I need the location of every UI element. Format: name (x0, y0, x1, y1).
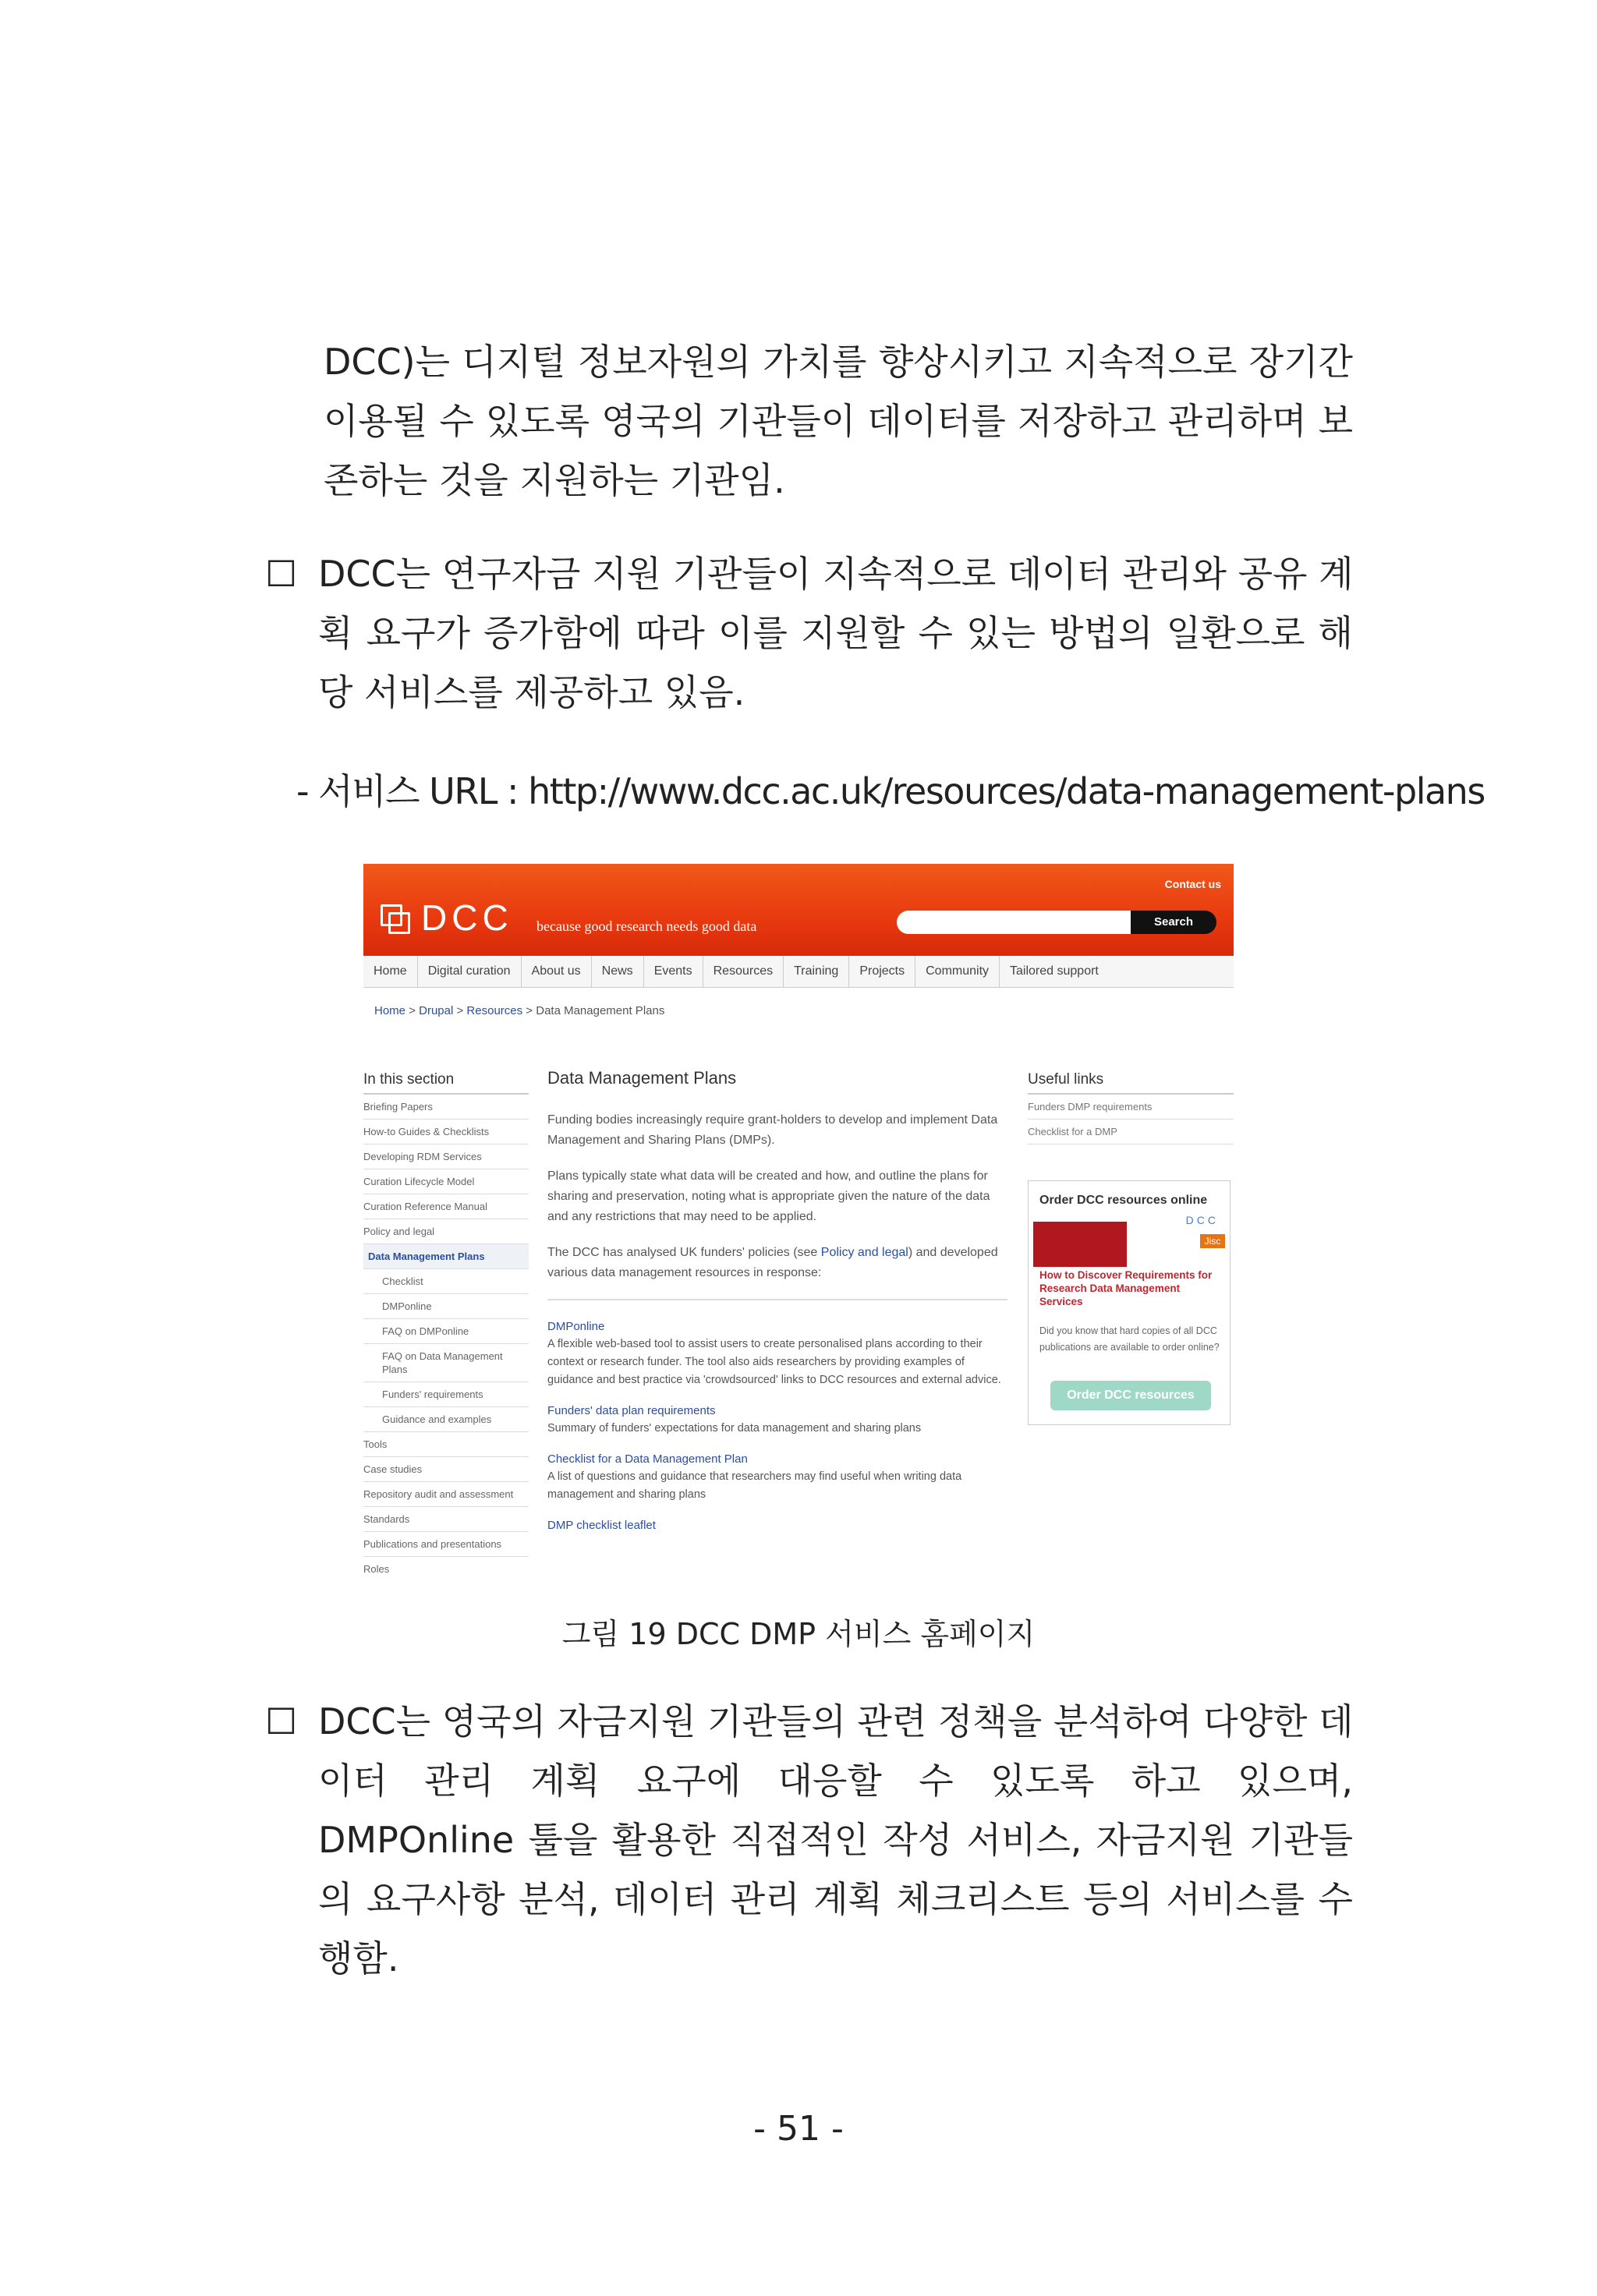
checkbox-bullet: ☐ (265, 553, 298, 595)
dcc-logo-icon (381, 904, 412, 936)
section-nav-item[interactable]: Curation Lifecycle Model (363, 1169, 529, 1194)
section-nav-item[interactable]: Tools (363, 1432, 529, 1457)
dcc-logo-text[interactable]: DCC (421, 897, 513, 938)
text-line: 획 요구가 증가함에 따라 이를 지원할 수 있는 방법의 일환으로 해 (318, 612, 1353, 654)
paragraph-dcc-analysis (318, 1692, 1353, 1988)
paragraph-dcc-intro (324, 332, 1353, 510)
section-nav-subitem[interactable]: FAQ on DMPonline (363, 1319, 529, 1344)
text-line: 이용될 수 있도록 영국의 기관들이 데이터를 저장하고 관리하며 보 (324, 400, 1353, 442)
section-nav-item[interactable]: Briefing Papers (363, 1095, 529, 1120)
nav-tailored-support[interactable]: Tailored support (1010, 964, 1099, 978)
resource-link-checklist[interactable]: Checklist for a Data Management Plan (547, 1452, 748, 1466)
useful-link[interactable]: Funders DMP requirements (1028, 1095, 1234, 1120)
text-line: 존하는 것을 지원하는 기관임. (324, 459, 785, 501)
section-nav-subitem[interactable]: Funders' requirements (363, 1382, 529, 1407)
section-nav-subitem[interactable]: DMPonline (363, 1294, 529, 1319)
breadcrumb-sep: > (526, 1004, 533, 1017)
section-nav-item-active[interactable]: Data Management Plans (363, 1244, 529, 1269)
section-nav-heading: In this section (363, 1068, 529, 1095)
resource-desc: Summary of funders' expectations for data management and sharing plans (547, 1422, 922, 1435)
nav-community[interactable]: Community (915, 956, 1000, 987)
section-nav-subitem[interactable]: Guidance and examples (363, 1407, 529, 1432)
section-nav-item[interactable]: Repository audit and assessment (363, 1482, 529, 1507)
text-line: 행함. (318, 1937, 399, 1979)
section-nav-item[interactable]: Publications and presentations (363, 1532, 529, 1557)
analysis-text: ) and developed various data management resources in response: (547, 1246, 998, 1279)
resource-link-funders[interactable]: Funders' data plan requirements (547, 1404, 716, 1417)
nav-training[interactable]: Training (784, 956, 849, 987)
useful-link[interactable]: Checklist for a DMP (1028, 1120, 1234, 1144)
section-nav-item[interactable]: Developing RDM Services (363, 1144, 529, 1169)
text-line: DCC는 연구자금 지원 기관들이 지속적으로 데이터 관리와 공유 계 (318, 553, 1354, 595)
order-resources-box (1028, 1180, 1231, 1425)
nav-about-us[interactable]: About us (522, 956, 592, 987)
intro-paragraph: Funding bodies increasingly require grant-holders to develop and implement Data Management and Sharing Plans (DMPs). (547, 1113, 998, 1147)
page-number: - 51 - (753, 2109, 844, 2149)
policy-legal-link[interactable]: Policy and legal (820, 1246, 908, 1259)
breadcrumb-drupal[interactable]: Drupal (419, 1004, 454, 1017)
resource-item (547, 1402, 1007, 1438)
dcc-website-screenshot (363, 864, 1234, 1597)
breadcrumb-sep: > (456, 1004, 464, 1017)
site-tagline: because good research needs good data (536, 918, 757, 934)
section-nav-subitem[interactable]: FAQ on Data Management Plans (363, 1344, 529, 1382)
paragraph-dcc-service (318, 544, 1353, 722)
main-content (547, 1068, 1007, 1547)
resource-desc: A list of questions and guidance that researchers may find useful when writing data management and sharing plans (547, 1470, 962, 1501)
jisc-logo: Jisc (1200, 1234, 1225, 1248)
order-box-title: Order DCC resources online (1039, 1194, 1208, 1207)
publication-cover-image (1033, 1222, 1127, 1267)
search-button[interactable]: Search (1131, 911, 1216, 934)
text-line: 당 서비스를 제공하고 있음. (318, 671, 745, 713)
resource-item (547, 1516, 1007, 1534)
figure-caption: 그림 19 DCC DMP 서비스 홈페이지 (561, 1617, 1036, 1651)
text-line: 의 요구사항 분석, 데이터 관리 계획 체크리스트 등의 서비스를 수 (318, 1878, 1353, 1920)
resource-link-dmponline[interactable]: DMPonline (547, 1320, 605, 1333)
text-line: 이터 관리 계획 요구에 대응할 수 있도록 하고 있으며, (318, 1760, 1353, 1802)
section-nav-item[interactable]: Standards (363, 1507, 529, 1532)
search-input[interactable] (897, 911, 1131, 934)
resource-link-leaflet[interactable]: DMP checklist leaflet (547, 1519, 656, 1532)
breadcrumb-current: Data Management Plans (536, 1004, 665, 1017)
nav-resources[interactable]: Resources (703, 956, 784, 987)
section-nav-item[interactable]: Case studies (363, 1457, 529, 1482)
service-url: - 서비스 URL : http://www.dcc.ac.uk/resources/data-management-plans (296, 770, 1485, 812)
section-nav-item[interactable]: Roles (363, 1563, 390, 1575)
text-line: DCC)는 디지털 정보자원의 가치를 향상시키고 지속적으로 장기간 (324, 341, 1353, 383)
text-line: DCC는 영국의 자금지원 기관들의 관련 정책을 분석하여 다양한 데 (318, 1700, 1354, 1742)
nav-home[interactable]: Home (363, 956, 418, 987)
resource-item (547, 1318, 1007, 1389)
checkbox-bullet: ☐ (265, 1700, 298, 1742)
nav-projects[interactable]: Projects (849, 956, 915, 987)
order-resources-button[interactable]: Order DCC resources (1050, 1381, 1211, 1410)
page-title: Data Management Plans (547, 1068, 737, 1088)
plans-paragraph: Plans typically state what data will be created and how, and outline the plans for sharing and preservation, noting what is appropriate given the nature of the data and any restrictions that may need to be applied. (547, 1169, 990, 1223)
resource-desc: A flexible web-based tool to assist users to create personalised plans according to their context or research funder. The tool also aids researchers by providing examples of guidance and best practice via 'crowdsourced' links to DCC resources and external advice. (547, 1338, 1001, 1386)
nav-digital-curation[interactable]: Digital curation (418, 956, 522, 987)
text-line: DMPOnline 툴을 활용한 직접적인 작성 서비스, 자금지원 기관들 (318, 1819, 1353, 1861)
useful-links (1028, 1068, 1234, 1144)
dcc-mark: DCC (1185, 1214, 1219, 1226)
analysis-text: The DCC has analysed UK funders' policies (see (547, 1246, 821, 1259)
publication-title[interactable]: How to Discover Requirements for Research Data Management Services (1039, 1269, 1213, 1307)
breadcrumb-home[interactable]: Home (374, 1004, 406, 1017)
nav-news[interactable]: News (592, 956, 644, 987)
section-nav-subitem[interactable]: Checklist (363, 1269, 529, 1294)
useful-links-heading: Useful links (1028, 1068, 1234, 1095)
main-nav (363, 956, 1234, 988)
section-nav-item[interactable]: Curation Reference Manual (363, 1194, 529, 1219)
resource-item (547, 1450, 1007, 1504)
divider (547, 1299, 1007, 1300)
order-description: Did you know that hard copies of all DCC publications are available to order online? (1039, 1325, 1220, 1353)
breadcrumb (374, 1004, 664, 1017)
site-banner (363, 864, 1234, 956)
breadcrumb-sep: > (409, 1004, 416, 1017)
nav-events[interactable]: Events (644, 956, 703, 987)
contact-link[interactable]: Contact us (1164, 878, 1221, 890)
section-nav-item[interactable]: Policy and legal (363, 1219, 529, 1244)
analysis-paragraph (547, 1243, 1007, 1283)
section-nav-item[interactable]: How-to Guides & Checklists (363, 1120, 529, 1144)
breadcrumb-resources[interactable]: Resources (466, 1004, 523, 1017)
section-nav (363, 1068, 529, 1581)
